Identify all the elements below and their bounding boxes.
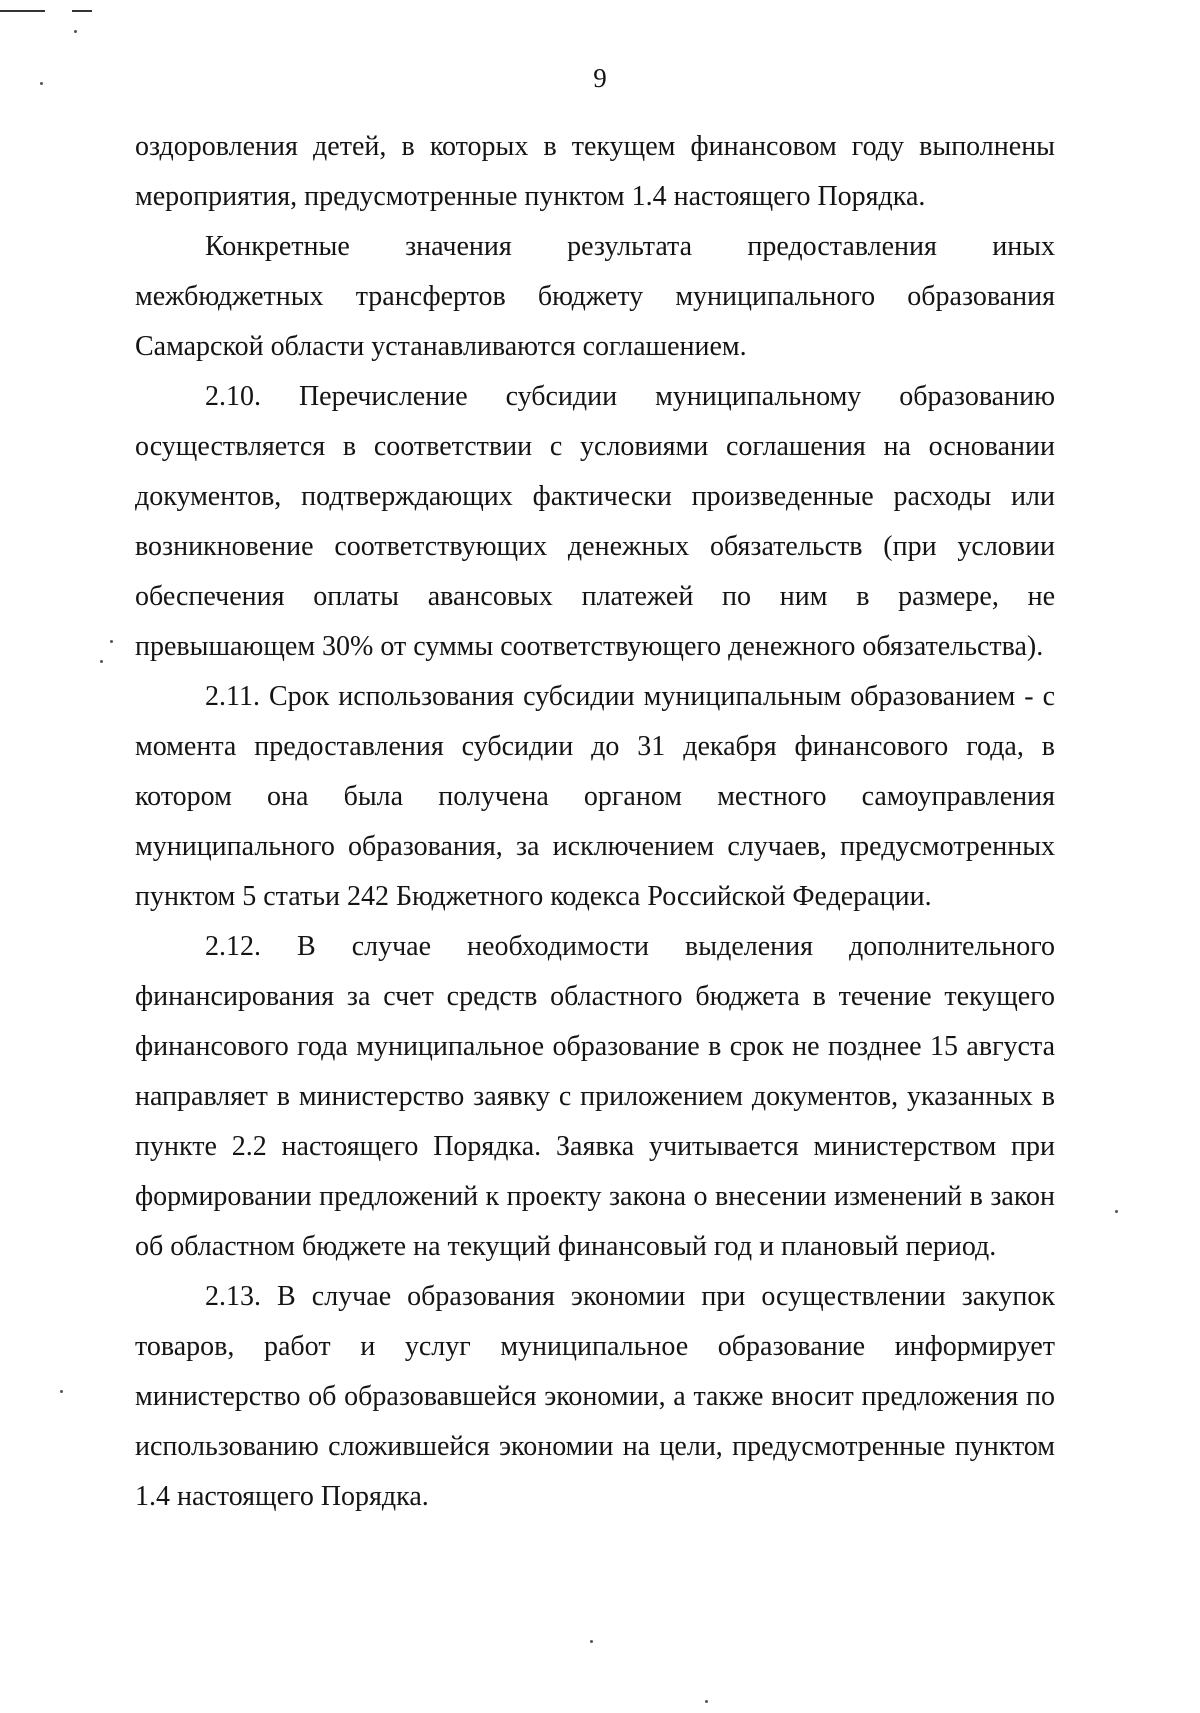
scan-edge-line	[72, 10, 92, 12]
scan-speck	[590, 1640, 593, 1643]
scan-speck	[110, 640, 113, 643]
page-number: 9	[593, 63, 607, 93]
paragraph-2-12: 2.12. В случае необходимости выделения дополнительного финансирования за счет средств областного бюджета в течение текущего финансового года муниципальное образование в срок не позднее 15 августа направляет в министерство заявку с приложением документов, указанных в пункте 2.2 настоящего Порядка. Заявка учитывается министерством при формировании предложений к проекту закона о внесении изменений в закон об областном бюджете на текущий финансовый год и плановый период.	[135, 931, 1055, 1262]
scan-speck	[705, 1700, 708, 1703]
scan-speck	[1115, 1210, 1118, 1213]
paragraph-2-10: 2.10. Перечисление субсидии муниципальному образованию осуществляется в соответствии с условиями соглашения на основании документов, подтверждающих фактически произведенные расходы или возникновение соответствующих денежных обязательств (при условии обеспечения оплаты авансовых платежей по ним в размере, не превышающем 30% от суммы соответствующего денежного обязательства).	[135, 381, 1055, 662]
paragraph-target-values: Конкретные значения результата предоставления иных межбюджетных трансфертов бюджету муниципального образования Самарской области устанавливаются соглашением.	[135, 231, 1055, 362]
scan-speck	[100, 660, 103, 663]
paragraph-2-11: 2.11. Срок использования субсидии муниципальным образованием - с момента предоставления субсидии до 31 декабря финансового года, в котором она была получена органом местного самоуправления муниципального образования, за исключением случаев, предусмотренных пунктом 5 статьи 242 Бюджетного кодекса Российской Федерации.	[135, 681, 1055, 912]
paragraph-2-13: 2.13. В случае образования экономии при осуществлении закупок товаров, работ и услуг муниципальное образование информирует министерство об образовавшейся экономии, а также вносит предложения по использованию сложившейся экономии на цели, предусмотренные пунктом 1.4 настоящего Порядка.	[135, 1281, 1055, 1512]
scan-edge-line	[0, 10, 45, 12]
scan-speck	[60, 1390, 63, 1393]
scan-speck	[74, 30, 77, 33]
paragraph-continuation: оздоровления детей, в которых в текущем финансовом году выполнены мероприятия, предусмотренные пунктом 1.4 настоящего Порядка.	[135, 131, 1055, 212]
document-body	[135, 122, 1055, 1522]
